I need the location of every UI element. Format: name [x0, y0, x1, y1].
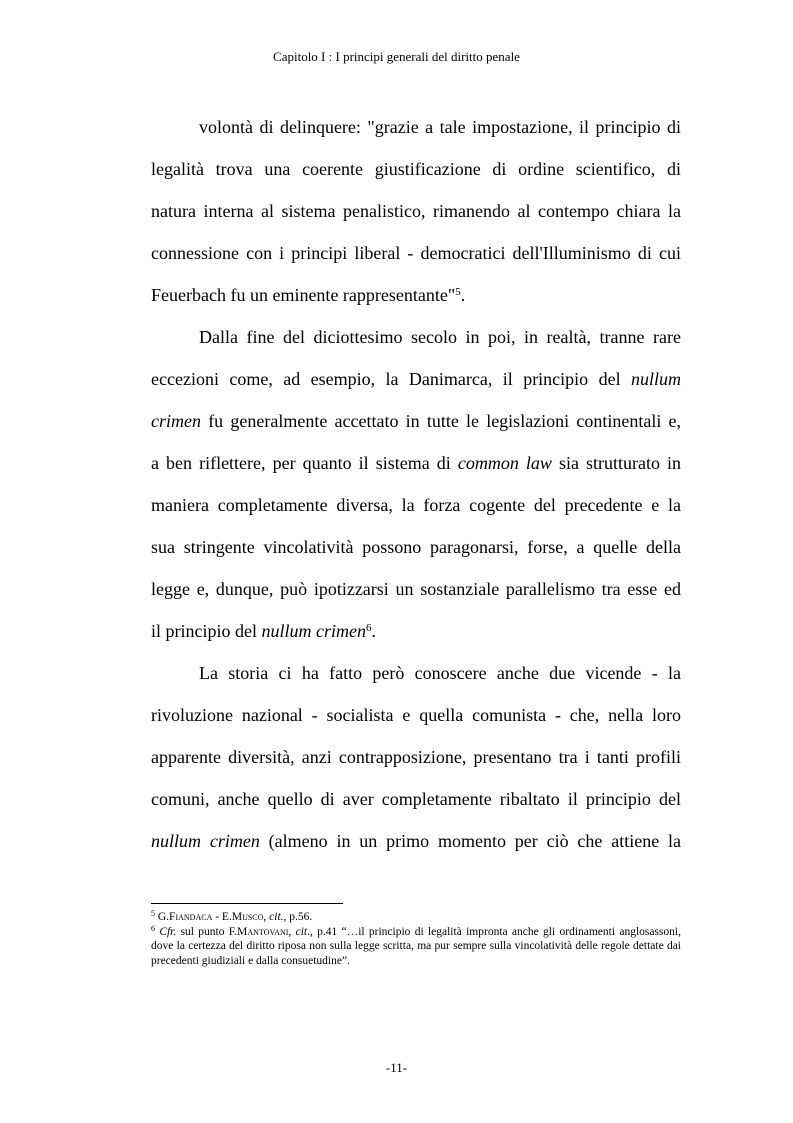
text-line: comuni, anche quello di aver completamente ribaltato il principio del [151, 789, 681, 809]
text: - E.M [212, 911, 243, 923]
text-line: connessione con i principi liberal - democratici dell'Illuminismo di cui [151, 243, 681, 263]
text-line [151, 610, 681, 652]
footnote-6 [151, 925, 681, 969]
text-line: natura interna al sistema penalistico, rimanendo al contempo chiara la [151, 201, 681, 221]
footnote-number: 5 [151, 909, 155, 918]
text: , [288, 925, 296, 938]
paragraph-1 [151, 106, 681, 316]
text: . [371, 621, 376, 641]
text: eccezioni come, ad esempio, la Danimarca, il principio del [151, 369, 621, 389]
italic-text: Cfr. [159, 925, 177, 938]
paragraph-3 [151, 652, 681, 862]
text: ., p.41 “…il principio di legalità impronta anche gli ordinamenti anglosassoni, dove la certezza del diritto riposa non sulla legge scritta, ma pur sempre sulla vincolatività delle regole dettate dai precedenti giudiziali e dalla consuetudine”. [151, 925, 682, 967]
text: . [460, 285, 466, 305]
text: (almeno in un primo momento per ciò che attiene la [268, 831, 682, 851]
text-line: rivoluzione nazional - socialista e quella comunista - che, nella loro [151, 705, 681, 725]
text: , [263, 911, 270, 923]
footnote-ref-6[interactable]: 6 [365, 622, 372, 634]
running-header: Capitolo I : I principi generali del diritto penale [273, 49, 520, 64]
italic-text: nullum [630, 369, 681, 389]
text: Feuerbach fu un eminente rappresentante" [151, 285, 456, 305]
text-line [151, 358, 681, 400]
footnote-ref-5[interactable]: 5 [455, 286, 461, 298]
footnote-separator [151, 903, 343, 904]
text: a ben riflettere, per quanto il sistema di [151, 453, 451, 473]
text-line: legge e, dunque, può ipotizzarsi un sostanziale parallelismo tra esse ed [151, 579, 681, 599]
text: il principio del [151, 621, 257, 641]
text: G.F [157, 911, 176, 923]
text-line: Dalla fine del diciottesimo secolo in poi, in realtà, tranne rare [199, 327, 681, 347]
text-line: sua stringente vincolatività possono paragonarsi, forse, a quelle della [151, 537, 681, 557]
text-line [151, 274, 681, 316]
text: iandaca [175, 911, 213, 923]
body-text [151, 106, 681, 862]
footnote-number: 6 [151, 923, 155, 933]
text: , p.56. [283, 911, 313, 923]
footnote-5 [151, 910, 681, 925]
page-number: -11- [385, 1060, 408, 1075]
text-line [151, 400, 681, 442]
text: sia strutturato in [558, 453, 682, 473]
text: sul punto F.M [176, 925, 248, 938]
text-line: La storia ci ha fatto però conoscere anche due vicende - la [199, 663, 681, 683]
italic-text: nullum crimen [151, 831, 260, 851]
paragraph-2 [151, 316, 681, 652]
italic-text: crimen [151, 411, 201, 431]
text-line [151, 820, 681, 862]
italic-text: common law [457, 453, 552, 473]
text-line: legalità trova una coerente giustificazione di ordine scientifico, di [151, 159, 681, 179]
text: antovani [247, 925, 289, 938]
text-line: volontà di delinquere: "grazie a tale impostazione, il principio di [199, 117, 681, 137]
text-line: apparente diversità, anzi contrapposizione, presentano tra i tanti profili [151, 747, 681, 767]
text: fu generalmente accettato in tutte le legislazioni continentali e, [208, 411, 682, 431]
italic-text: cit [295, 925, 308, 938]
text-line: maniera completamente diversa, la forza cogente del precedente e la [151, 495, 681, 515]
italic-text: nullum crimen [261, 621, 366, 641]
italic-text: cit. [269, 911, 284, 923]
text: usco [242, 911, 264, 923]
text-line [151, 442, 681, 484]
footnotes [151, 910, 681, 968]
